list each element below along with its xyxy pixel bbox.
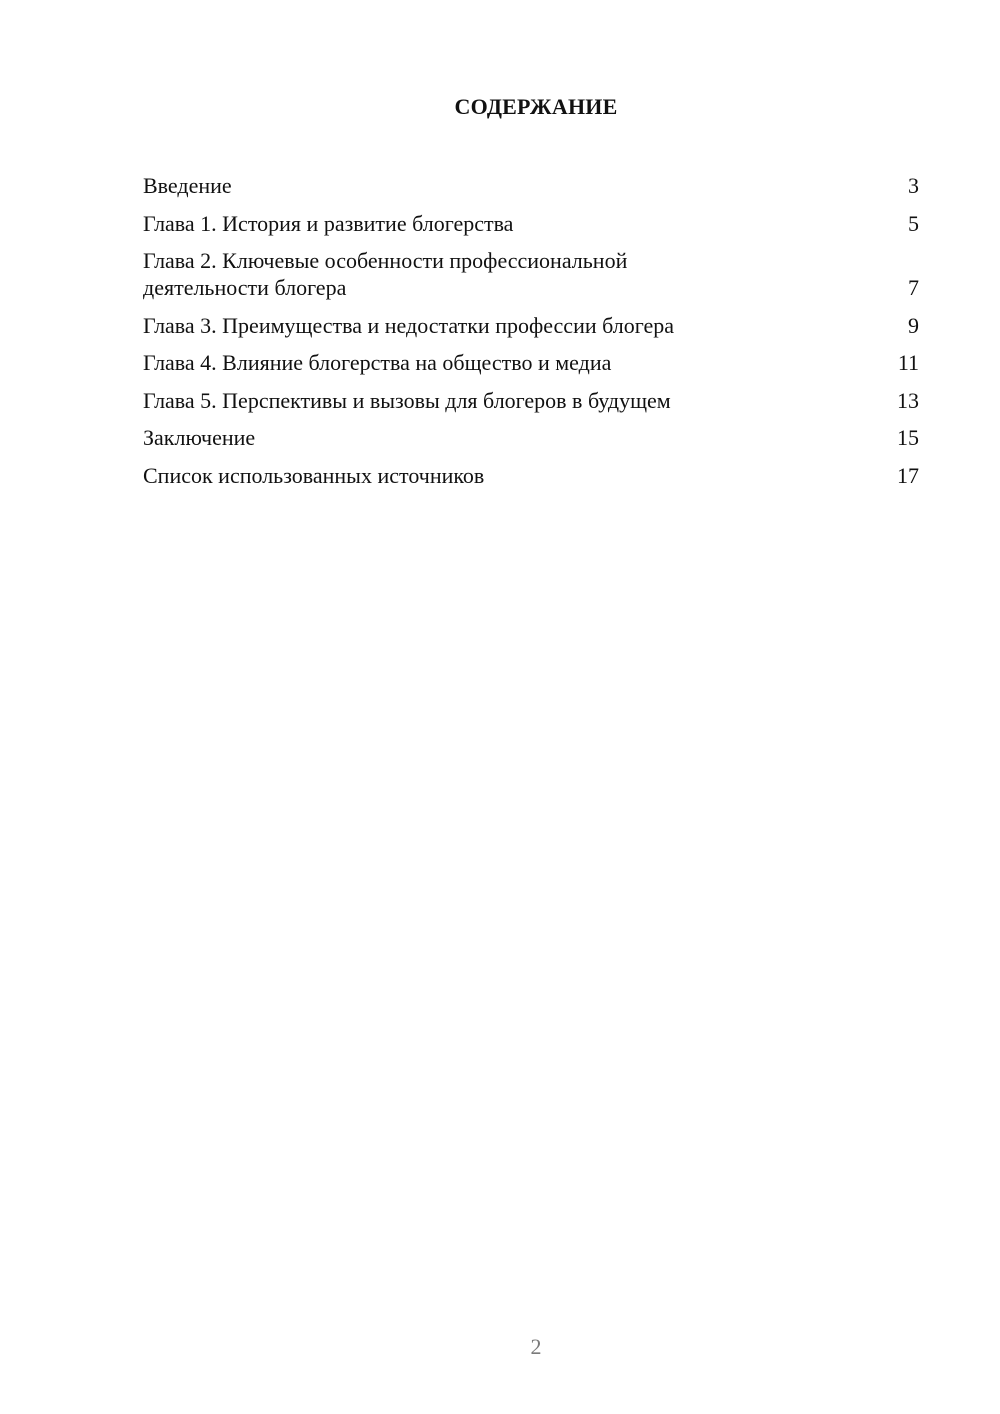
toc-entry-page: 17 bbox=[897, 462, 919, 488]
toc-entry-chapter-3[interactable] bbox=[143, 312, 919, 339]
toc-entry-label: Список использованных источников bbox=[143, 462, 485, 488]
toc-entry-label: Введение bbox=[143, 173, 232, 198]
toc-entry-page: 15 bbox=[897, 425, 919, 450]
toc-entry-chapter-2[interactable] bbox=[143, 247, 919, 301]
toc-entry-page: 13 bbox=[897, 387, 919, 413]
toc-entry-page: 7 bbox=[908, 275, 919, 300]
toc-entry-label: Глава 4. Влияние блогерства на общество и медиа bbox=[143, 350, 612, 375]
toc-entry-page: 11 bbox=[897, 350, 919, 375]
toc-entry-chapter-4[interactable] bbox=[143, 349, 919, 376]
toc-entry-label bbox=[143, 247, 889, 301]
toc-entry-label: Заключение bbox=[143, 425, 256, 450]
toc-entry-label-line-2: деятельности блогера bbox=[143, 275, 347, 300]
toc-entry-label: Глава 1. История и развитие блогерства bbox=[143, 210, 514, 236]
toc-entry-references[interactable] bbox=[143, 462, 919, 489]
page-number: 2 bbox=[530, 1334, 542, 1359]
toc-entry-chapter-5[interactable] bbox=[143, 387, 919, 414]
toc-entry-chapter-1[interactable] bbox=[143, 210, 919, 237]
toc-entry-conclusion[interactable] bbox=[143, 424, 919, 451]
toc-entry-page: 5 bbox=[908, 210, 919, 236]
toc-entry-label-line-1: Глава 2. Ключевые особенности профессиональной bbox=[143, 248, 628, 273]
toc-entry-introduction[interactable] bbox=[143, 172, 919, 199]
table-of-contents bbox=[143, 172, 919, 499]
page-title: СОДЕРЖАНИЕ bbox=[454, 94, 618, 119]
toc-entry-page: 3 bbox=[908, 173, 919, 198]
toc-entry-label: Глава 3. Преимущества и недостатки профессии блогера bbox=[143, 312, 674, 338]
toc-entry-page: 9 bbox=[908, 312, 919, 338]
toc-entry-label: Глава 5. Перспективы и вызовы для блогеров в будущем bbox=[143, 387, 671, 413]
